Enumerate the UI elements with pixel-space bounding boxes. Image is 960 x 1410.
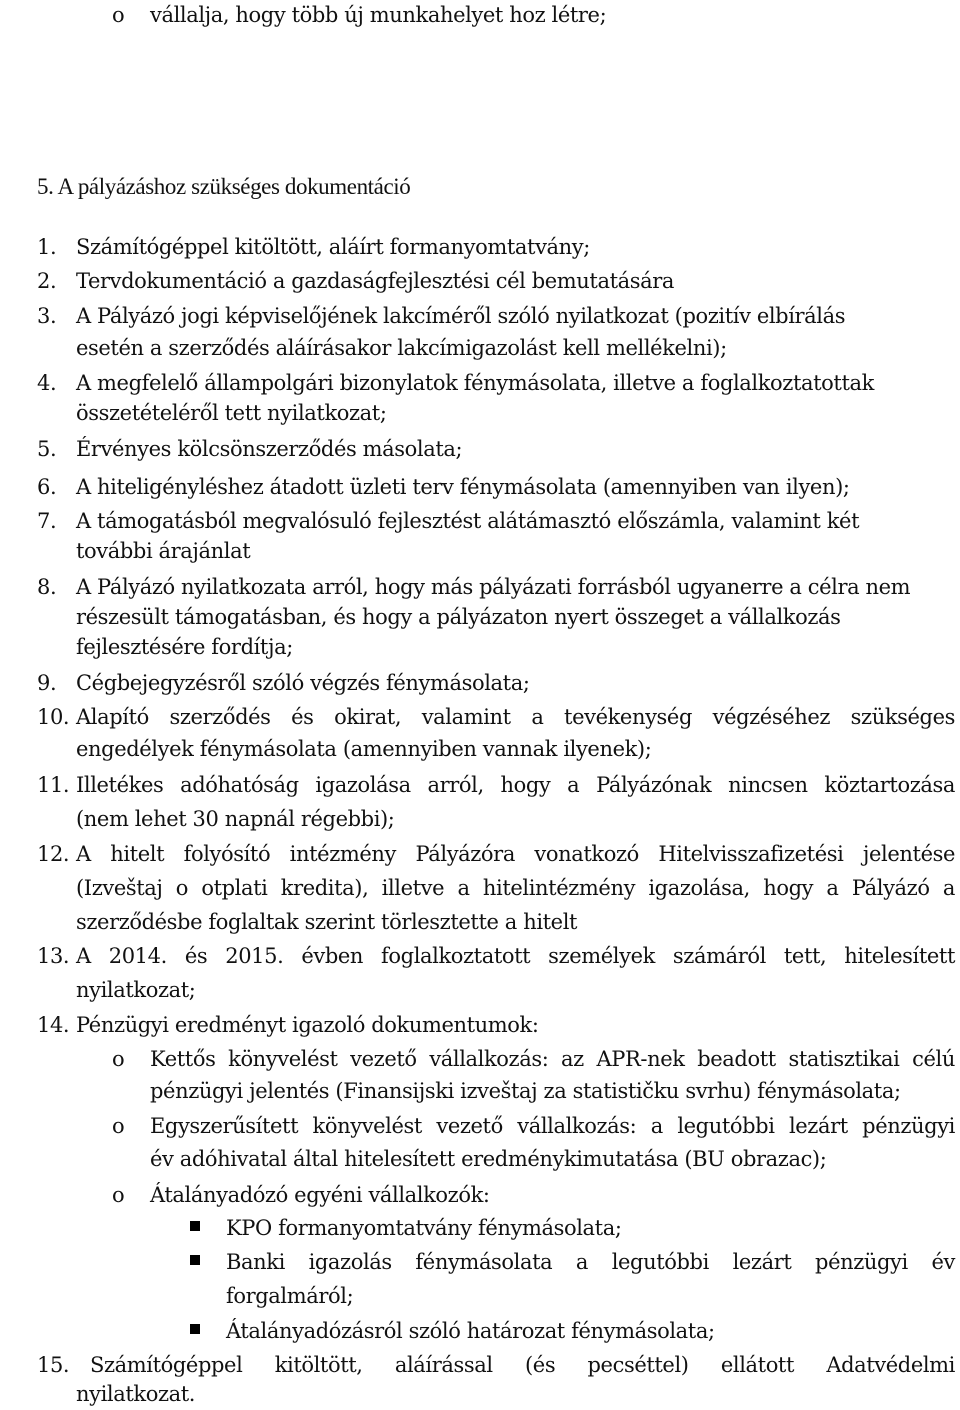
item-text: engedélyek fénymásolata (amennyiben vannak ilyenek); — [76, 737, 652, 761]
bullet-marker: o — [112, 3, 125, 27]
item-text: Illetékes adóhatóság igazolása arról, hogy a Pályázónak nincsen köztartozása — [76, 773, 955, 797]
item-number: 1. — [37, 235, 57, 259]
section-heading: 5. A pályázáshoz szükséges dokumentáció — [37, 174, 411, 199]
item-text: nyilatkozat. — [76, 1382, 196, 1406]
sub-bullet-marker: o — [112, 1047, 125, 1071]
item-text: A hiteligényléshez átadott üzleti terv fénymásolata (amennyiben van ilyen); — [76, 475, 850, 499]
item-text: A 2014. és 2015. évben foglalkoztatott személyek számáról tett, hitelesített — [76, 944, 955, 968]
item-text: A támogatásból megvalósuló fejlesztést alátámasztó előszámla, valamint két — [76, 509, 860, 533]
item-number: 8. — [37, 575, 57, 599]
item-number: 6. — [37, 475, 57, 499]
item-text: Érvényes kölcsönszerződés másolata; — [76, 437, 463, 461]
bullet-text: vállalja, hogy több új munkahelyet hoz létre; — [150, 3, 607, 27]
sub-item-text: Kettős könyvelést vezető vállalkozás: az APR-nek beadott statisztikai célú — [150, 1047, 955, 1071]
item-number: 11. — [37, 773, 70, 797]
sub-bullet-marker: o — [112, 1183, 125, 1207]
item-number: 5. — [37, 437, 57, 461]
item-text: Számítógéppel kitöltött, aláírással (és pecséttel) ellátott Adatvédelmi — [90, 1353, 955, 1377]
item-number: 12. — [37, 842, 70, 866]
item-text: összetételéről tett nyilatkozat; — [76, 401, 387, 425]
item-number: 2. — [37, 269, 57, 293]
item-number: 9. — [37, 671, 57, 695]
square-bullet-icon — [190, 1324, 200, 1334]
item-text: A megfelelő állampolgári bizonylatok fénymásolata, illetve a foglalkoztatottak — [76, 371, 874, 395]
item-text: részesült támogatásban, és hogy a pályázaton nyert összeget a vállalkozás — [76, 605, 841, 629]
item-number: 13. — [37, 944, 70, 968]
sub-item-text: év adóhivatal által hitelesített eredménykimutatása (BU obrazac); — [150, 1147, 827, 1171]
item-text: Pénzügyi eredményt igazoló dokumentumok: — [76, 1013, 539, 1037]
item-text: (Izveštaj o otplati kredita), illetve a hitelintézmény igazolása, hogy a Pályázó a — [76, 876, 955, 900]
item-text: A hitelt folyósító intézmény Pályázóra vonatkozó Hitelvisszafizetési jelentése — [76, 842, 955, 866]
item-text: nyilatkozat; — [76, 978, 196, 1002]
item-text: esetén a szerződés aláírásakor lakcímigazolást kell mellékelni); — [76, 336, 727, 360]
item-text: Számítógéppel kitöltött, aláírt formanyomtatvány; — [76, 235, 590, 259]
sub-sub-item-text: KPO formanyomtatvány fénymásolata; — [226, 1216, 622, 1240]
square-bullet-icon — [190, 1255, 200, 1265]
item-text: szerződésbe foglaltak szerint törlesztette a hitelt — [76, 910, 578, 934]
item-text: (nem lehet 30 napnál régebbi); — [76, 807, 395, 831]
sub-bullet-marker: o — [112, 1114, 125, 1138]
item-text: A Pályázó jogi képviselőjének lakcíméről szóló nyilatkozat (pozitív elbírálás — [76, 304, 846, 328]
item-number: 4. — [37, 371, 57, 395]
sub-item-text: Átalányadózó egyéni vállalkozók: — [150, 1183, 490, 1207]
item-number: 7. — [37, 509, 57, 533]
item-text: fejlesztésére fordítja; — [76, 635, 293, 659]
item-number: 3. — [37, 304, 57, 328]
item-number: 14. — [37, 1013, 70, 1037]
item-number: 15. — [37, 1353, 70, 1377]
item-text: A Pályázó nyilatkozata arról, hogy más pályázati forrásból ugyanerre a célra nem — [76, 575, 911, 599]
item-text: további árajánlat — [76, 539, 251, 563]
item-text: Cégbejegyzésről szóló végzés fénymásolata; — [76, 671, 530, 695]
sub-sub-item-text: forgalmáról; — [226, 1284, 354, 1308]
item-text: Alapító szerződés és okirat, valamint a tevékenység végzéséhez szükséges — [76, 705, 955, 729]
item-number: 10. — [37, 705, 70, 729]
sub-sub-item-text: Banki igazolás fénymásolata a legutóbbi lezárt pénzügyi év — [226, 1250, 955, 1274]
sub-item-text: Egyszerűsített könyvelést vezető vállalkozás: a legutóbbi lezárt pénzügyi — [150, 1114, 955, 1138]
square-bullet-icon — [190, 1221, 200, 1231]
sub-item-text: pénzügyi jelentés (Finansijski izveštaj za statističku svrhu) fénymásolata; — [150, 1079, 901, 1103]
item-text: Tervdokumentáció a gazdaságfejlesztési cél bemutatására — [76, 269, 674, 293]
sub-sub-item-text: Átalányadózásról szóló határozat fénymásolata; — [226, 1319, 715, 1343]
